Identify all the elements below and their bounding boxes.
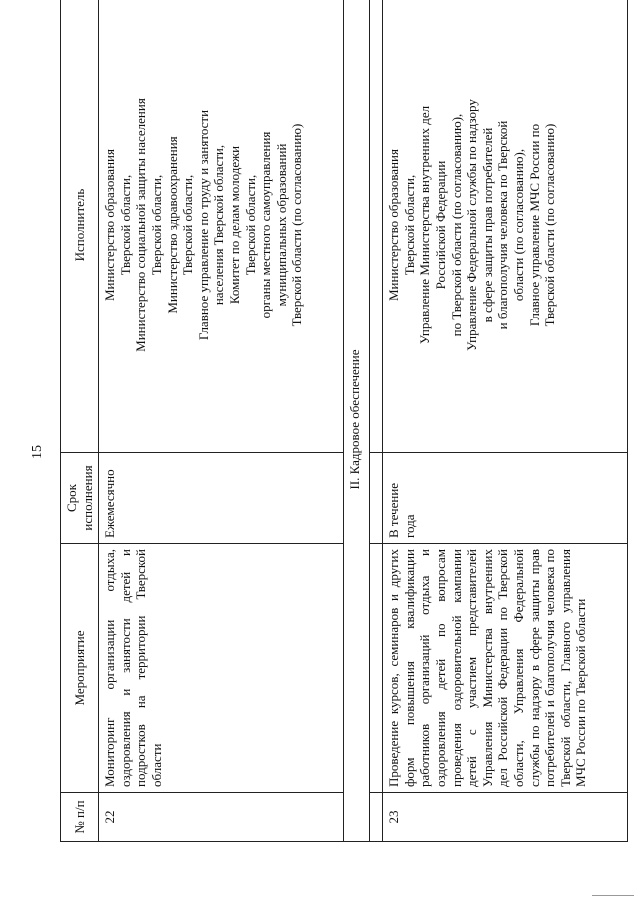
- executor-line: муниципальных образований: [273, 143, 289, 307]
- executor-line: населения Тверской области,: [211, 144, 227, 306]
- spacer-cell: [370, 0, 383, 453]
- spacer-cell: [370, 453, 383, 544]
- row-term: В течение года: [383, 453, 628, 544]
- table-row: [383, 0, 628, 842]
- section-title: II. Кадровое обеспечение: [343, 0, 369, 842]
- header-term: Срок исполнения: [61, 453, 99, 544]
- executor-line: Главное управление МЧС России по: [526, 123, 542, 327]
- rotated-page-content: [60, 42, 628, 842]
- executor-line: Тверской области (по согласованию): [289, 123, 305, 327]
- events-table: [60, 0, 628, 842]
- executor-line: Тверской области,: [242, 174, 258, 276]
- executor-line: Тверской области,: [148, 174, 164, 276]
- row-num: 22: [99, 793, 344, 842]
- executor-line: органы местного самоуправления: [258, 131, 274, 319]
- table-row: [99, 0, 344, 842]
- executor-line: Российской Федерации: [433, 160, 449, 290]
- row-term: Ежемесячно: [99, 453, 344, 544]
- executor-line: области (по согласованию),: [511, 148, 527, 302]
- header-num: № п/п: [61, 793, 99, 842]
- header-executor: Исполнитель: [61, 0, 99, 453]
- row-event: Проведение курсов, семинаров и других форм повышения квалификации работников организаций отдыха и оздоровления детей по вопросам проведения оздоровительной кампании детей с участием представителей Управления Министерства внутренних дел Российской Федерации по Тверской области, Управления Федеральной службы по надзору в сфере защиты прав потребителей и благополучия человека по Тверской области, Главного управления МЧС России по Тверской области: [383, 544, 628, 793]
- table-header-row: [61, 0, 99, 842]
- spacer-cell: [370, 793, 383, 842]
- row-num: 23: [383, 793, 628, 842]
- executor-line: Министерство социальной защиты населения: [133, 98, 149, 352]
- executor-line: Главное управление по труду и занятости: [195, 109, 211, 341]
- executor-line: Управление Федеральной службы по надзору: [464, 99, 480, 351]
- executor-line: в сфере защиты прав потребителей: [479, 127, 495, 323]
- section-row: [343, 0, 369, 842]
- executor-line: Тверской области (по согласованию): [542, 123, 558, 327]
- executor-line: Управление Министерства внутренних дел: [417, 105, 433, 345]
- executor-line: Министерство образования: [386, 149, 402, 301]
- executor-line: Министерство образования: [102, 149, 118, 301]
- scan-edge-line: [592, 895, 634, 896]
- row-executor: [99, 0, 344, 453]
- executor-line: Тверской области,: [401, 174, 417, 276]
- executor-line: Комитет по делам молодежи: [226, 145, 242, 305]
- header-event: Мероприятие: [61, 544, 99, 793]
- page-number: 15: [30, 445, 45, 459]
- executor-line: по Тверской области (по согласованию),: [448, 113, 464, 337]
- executor-line: и благополучия человека по Тверской: [495, 120, 511, 330]
- row-executor: [383, 0, 628, 453]
- executor-line: Министерство здравоохранения: [164, 136, 180, 314]
- spacer-cell: [370, 544, 383, 793]
- row-event: Мониторинг организации отдыха, оздоровления и занятости детей и подростков на территории Тверской области: [99, 544, 344, 793]
- executor-line: Тверской области,: [117, 174, 133, 276]
- spacer-row: [370, 0, 383, 842]
- executor-line: Тверской области,: [180, 174, 196, 276]
